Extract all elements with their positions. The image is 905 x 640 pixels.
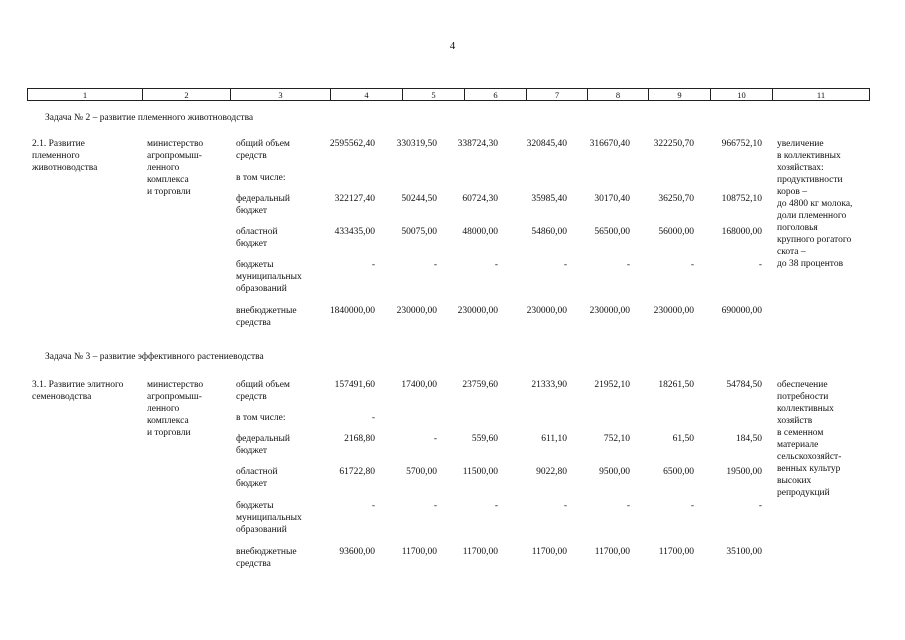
expected-result: материале — [777, 440, 819, 450]
funding-value: - — [563, 501, 567, 511]
header-cell: 10 — [711, 89, 773, 101]
expected-result: высоких — [777, 476, 812, 486]
funding-value: 21333,90 — [531, 380, 567, 390]
funding-value: 61,50 — [672, 434, 694, 444]
funding-value: 11700,00 — [401, 547, 437, 557]
funding-source-label: в том числе: — [236, 173, 286, 183]
funding-source-label: в том числе: — [236, 413, 286, 423]
funding-value: - — [626, 260, 630, 270]
funding-source-label: средств — [236, 392, 267, 402]
funding-value: 330319,50 — [396, 139, 437, 149]
funding-value: 9022,80 — [536, 467, 567, 477]
expected-result: венных культур — [777, 464, 841, 474]
funding-value: 752,10 — [603, 434, 630, 444]
funding-source-label: бюджет — [236, 239, 268, 249]
funding-source-label: внебюджетные — [236, 547, 297, 557]
funding-value: - — [690, 260, 694, 270]
funding-value: 1840000,00 — [329, 306, 375, 316]
funding-value: 11700,00 — [462, 547, 498, 557]
funding-value: 54860,00 — [531, 227, 567, 237]
funding-value: 690000,00 — [721, 306, 762, 316]
funding-source-label: средства — [236, 318, 271, 328]
funding-value: - — [371, 501, 375, 511]
funding-value: 322250,70 — [653, 139, 694, 149]
expected-result: хозяйствах: — [777, 163, 824, 173]
header-cell: 6 — [465, 89, 527, 101]
responsible-executor: министерство — [147, 380, 204, 390]
header-cell: 8 — [588, 89, 649, 101]
measure-name: 2.1. Развитие — [32, 139, 85, 149]
expected-result: увеличение — [777, 139, 824, 149]
funding-source-label: бюджеты — [236, 260, 274, 270]
responsible-executor: агропромыш- — [147, 392, 202, 402]
funding-value: 11500,00 — [462, 467, 498, 477]
expected-result: коров – — [777, 187, 807, 197]
funding-value: 11700,00 — [658, 547, 694, 557]
funding-value: 230000,00 — [526, 306, 567, 316]
funding-value: - — [371, 260, 375, 270]
funding-value: - — [758, 260, 762, 270]
page-number: 4 — [449, 40, 456, 52]
funding-source-label: внебюджетные — [236, 306, 297, 316]
expected-result: сельскохозяйст- — [777, 452, 842, 462]
funding-value: 230000,00 — [653, 306, 694, 316]
task-heading: Задача № 3 – развитие эффективного растениеводства — [45, 352, 264, 362]
expected-result: коллективных — [777, 404, 834, 414]
funding-source-label: федеральный — [236, 434, 290, 444]
funding-source-label: средств — [236, 151, 267, 161]
responsible-executor: и торговли — [147, 428, 191, 438]
responsible-executor: агропромыш- — [147, 151, 202, 161]
funding-value: 23759,60 — [462, 380, 498, 390]
responsible-executor: министерство — [147, 139, 204, 149]
funding-value: 338724,30 — [457, 139, 498, 149]
responsible-executor: ленного — [147, 404, 180, 414]
funding-value: 433435,00 — [334, 227, 375, 237]
expected-result: хозяйств — [777, 416, 813, 426]
funding-value: - — [433, 260, 437, 270]
funding-value: 54784,50 — [726, 380, 762, 390]
funding-source-label: муниципальных — [236, 513, 302, 523]
header-cell: 3 — [231, 89, 331, 101]
task-heading: Задача № 2 – развитие племенного животноводства — [45, 113, 254, 123]
responsible-executor: и торговли — [147, 187, 191, 197]
expected-result: до 38 процентов — [777, 259, 844, 269]
measure-name: племенного — [32, 151, 80, 161]
funding-value: - — [494, 501, 498, 511]
funding-value: 17400,00 — [401, 380, 437, 390]
funding-source-label: средства — [236, 559, 271, 569]
funding-source-label: областной — [236, 467, 278, 477]
funding-value: 61722,80 — [339, 467, 375, 477]
funding-value: 56500,00 — [594, 227, 630, 237]
responsible-executor: комплекса — [147, 175, 189, 185]
measure-name: животноводства — [32, 163, 98, 173]
funding-value: 11700,00 — [531, 547, 567, 557]
funding-value: 230000,00 — [396, 306, 437, 316]
funding-value: 35985,40 — [531, 194, 567, 204]
funding-value: 50244,50 — [401, 194, 437, 204]
funding-source-label: муниципальных — [236, 272, 302, 282]
funding-value: 18261,50 — [658, 380, 694, 390]
header-cell: 2 — [143, 89, 231, 101]
funding-source-label: федеральный — [236, 194, 290, 204]
funding-value: - — [494, 260, 498, 270]
funding-value: 60724,30 — [462, 194, 498, 204]
funding-value: - — [371, 413, 375, 423]
responsible-executor: ленного — [147, 163, 180, 173]
funding-value: - — [433, 501, 437, 511]
funding-source-label: бюджет — [236, 206, 268, 216]
funding-value: 559,60 — [471, 434, 498, 444]
expected-result: обеспечение — [777, 380, 828, 390]
header-cell: 4 — [331, 89, 403, 101]
funding-value: 30170,40 — [594, 194, 630, 204]
funding-value: 5700,00 — [406, 467, 437, 477]
funding-value: 21952,10 — [594, 380, 630, 390]
funding-value: 2168,80 — [344, 434, 375, 444]
funding-source-label: бюджеты — [236, 501, 274, 511]
funding-value: - — [690, 501, 694, 511]
funding-value: 19500,00 — [726, 467, 762, 477]
funding-value: 48000,00 — [462, 227, 498, 237]
funding-value: - — [433, 434, 437, 444]
column-number-header — [27, 88, 870, 101]
funding-value: 168000,00 — [721, 227, 762, 237]
funding-value: 184,50 — [735, 434, 762, 444]
header-cell: 5 — [403, 89, 465, 101]
funding-value: 611,10 — [541, 434, 567, 444]
measure-name: 3.1. Развитие элитного — [32, 380, 124, 390]
expected-result: продуктивности — [777, 175, 843, 185]
funding-source-label: областной — [236, 227, 278, 237]
expected-result: репродукций — [777, 488, 830, 498]
funding-value: 9500,00 — [599, 467, 630, 477]
expected-result: до 4800 кг молока, — [777, 199, 853, 209]
header-cell: 9 — [649, 89, 711, 101]
funding-source-label: образований — [236, 525, 287, 535]
funding-source-label: общий объем — [236, 380, 290, 390]
funding-source-label: общий объем — [236, 139, 290, 149]
funding-value: 966752,10 — [721, 139, 762, 149]
funding-value: 320845,40 — [526, 139, 567, 149]
expected-result: в коллективных — [777, 151, 841, 161]
header-cell: 11 — [773, 89, 870, 101]
funding-value: - — [626, 501, 630, 511]
funding-value: 36250,70 — [658, 194, 694, 204]
funding-value: - — [563, 260, 567, 270]
expected-result: потребности — [777, 392, 829, 402]
funding-value: 108752,10 — [721, 194, 762, 204]
funding-source-label: образований — [236, 284, 287, 294]
expected-result: доли племенного — [777, 211, 847, 221]
expected-result: поголовья — [777, 223, 818, 233]
header-cell: 1 — [28, 89, 143, 101]
funding-value: 230000,00 — [457, 306, 498, 316]
expected-result: скота – — [777, 247, 806, 257]
funding-value: 6500,00 — [663, 467, 694, 477]
funding-source-label: бюджет — [236, 479, 268, 489]
funding-value: 56000,00 — [658, 227, 694, 237]
header-cell: 7 — [527, 89, 588, 101]
funding-value: - — [758, 501, 762, 511]
funding-source-label: бюджет — [236, 446, 268, 456]
funding-value: 11700,00 — [594, 547, 630, 557]
funding-value: 2595562,40 — [329, 139, 375, 149]
funding-value: 93600,00 — [339, 547, 375, 557]
measure-name: семеноводства — [32, 392, 92, 402]
expected-result: в семенном — [777, 428, 824, 438]
funding-value: 35100,00 — [726, 547, 762, 557]
funding-value: 157491,60 — [334, 380, 375, 390]
responsible-executor: комплекса — [147, 416, 189, 426]
funding-value: 322127,40 — [334, 194, 375, 204]
expected-result: крупного рогатого — [777, 235, 852, 245]
funding-value: 230000,00 — [589, 306, 630, 316]
funding-value: 50075,00 — [401, 227, 437, 237]
funding-value: 316670,40 — [589, 139, 630, 149]
